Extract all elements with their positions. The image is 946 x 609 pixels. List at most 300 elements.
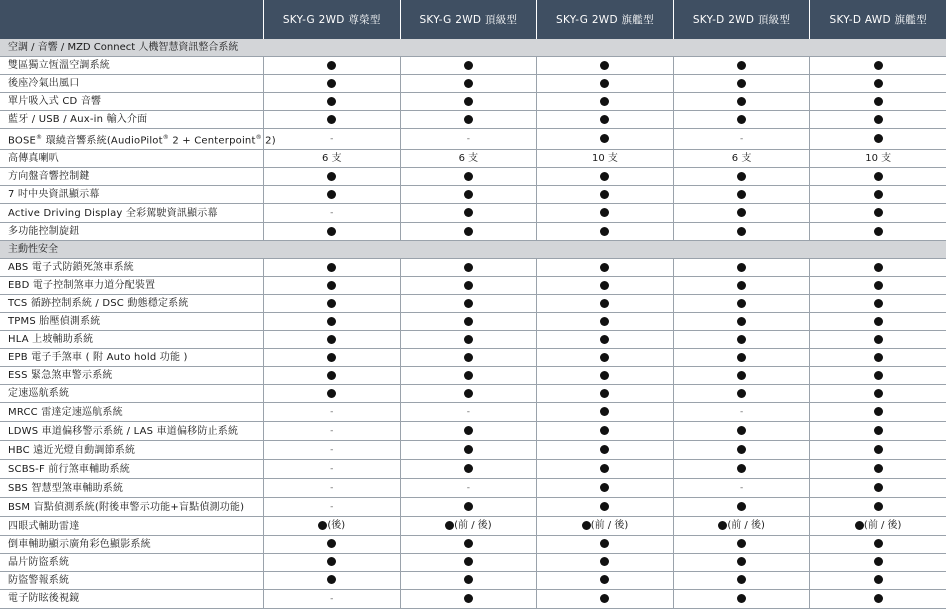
spec-cell	[536, 331, 673, 349]
spec-cell	[536, 277, 673, 295]
feature-label: 藍牙 / USB / Aux-in 輸入介面	[0, 111, 263, 129]
included-dot-icon	[464, 539, 473, 548]
feature-label: SBS 智慧型煞車輔助系統	[0, 479, 263, 498]
not-available-dash: -	[330, 502, 334, 513]
feature-label: ABS 電子式防鎖死煞車系統	[0, 259, 263, 277]
table-row	[0, 385, 946, 403]
spec-cell	[400, 517, 537, 536]
included-dot-icon	[874, 389, 883, 398]
spec-cell	[400, 93, 537, 111]
included-dot-icon	[737, 281, 746, 290]
included-dot-icon	[600, 371, 609, 380]
spec-cell	[263, 313, 400, 331]
header-model-1: SKY-G 2WD 尊榮型	[263, 0, 400, 39]
spec-cell	[673, 590, 810, 609]
spec-cell	[263, 460, 400, 479]
included-dot-icon	[737, 79, 746, 88]
included-dot-icon	[464, 79, 473, 88]
spec-cell	[400, 554, 537, 572]
spec-cell	[400, 367, 537, 385]
included-dot-icon	[737, 61, 746, 70]
included-dot-icon	[874, 317, 883, 326]
spec-cell	[263, 385, 400, 403]
included-dot-icon	[737, 208, 746, 217]
spec-cell	[263, 403, 400, 422]
header-model-2: SKY-G 2WD 頂級型	[400, 0, 537, 39]
included-dot-icon	[327, 281, 336, 290]
included-dot-icon	[464, 445, 473, 454]
spec-cell	[400, 277, 537, 295]
header-model-4: SKY-D 2WD 頂級型	[673, 0, 810, 39]
feature-label: SCBS-F 前行煞車輔助系統	[0, 460, 263, 479]
spec-cell	[536, 313, 673, 331]
included-dot-icon	[874, 445, 883, 454]
cell-note: (前 / 後)	[727, 520, 765, 532]
not-available-dash: -	[330, 593, 334, 604]
included-dot-icon	[445, 521, 454, 530]
spec-cell	[809, 422, 946, 441]
included-dot-icon	[600, 172, 609, 181]
table-row	[0, 590, 946, 609]
spec-cell	[536, 111, 673, 129]
header-model-5: SKY-D AWD 旗艦型	[809, 0, 946, 39]
spec-cell	[809, 129, 946, 150]
included-dot-icon	[600, 61, 609, 70]
included-dot-icon	[737, 594, 746, 603]
included-dot-icon	[737, 115, 746, 124]
table-row	[0, 259, 946, 277]
spec-cell	[536, 441, 673, 460]
spec-cell	[263, 57, 400, 75]
feature-label: 電子防眩後視鏡	[0, 590, 263, 609]
spec-cell	[673, 313, 810, 331]
included-dot-icon	[327, 575, 336, 584]
included-dot-icon	[600, 483, 609, 492]
spec-cell	[809, 313, 946, 331]
spec-cell	[536, 385, 673, 403]
spec-cell	[400, 385, 537, 403]
section-header-row	[0, 241, 946, 259]
feature-label: 倒車輔助顯示廣角彩色顯影系統	[0, 536, 263, 554]
spec-cell	[673, 479, 810, 498]
spec-cell	[809, 572, 946, 590]
not-available-dash: -	[466, 134, 471, 145]
spec-cell	[263, 422, 400, 441]
included-dot-icon	[874, 281, 883, 290]
spec-cell	[400, 590, 537, 609]
included-dot-icon	[874, 299, 883, 308]
section-title: 主動性安全	[0, 241, 946, 259]
spec-cell	[400, 168, 537, 186]
not-available-dash: -	[330, 464, 334, 475]
table-row	[0, 422, 946, 441]
included-dot-icon	[327, 115, 336, 124]
included-dot-icon	[737, 317, 746, 326]
feature-label: TPMS 胎壓偵測系統	[0, 313, 263, 331]
included-dot-icon	[874, 227, 883, 236]
included-dot-icon	[464, 281, 473, 290]
not-available-dash: -	[739, 134, 744, 145]
included-dot-icon	[600, 335, 609, 344]
table-row	[0, 75, 946, 93]
spec-cell	[400, 186, 537, 204]
table-row	[0, 186, 946, 204]
spec-cell	[809, 460, 946, 479]
not-available-dash: -	[330, 445, 334, 456]
included-dot-icon	[737, 263, 746, 272]
spec-cell	[673, 168, 810, 186]
included-dot-icon	[464, 97, 473, 106]
spec-cell	[400, 129, 537, 150]
spec-cell	[536, 168, 673, 186]
spec-cell	[536, 517, 673, 536]
spec-cell	[673, 554, 810, 572]
included-dot-icon	[600, 502, 609, 511]
spec-cell	[536, 460, 673, 479]
spec-cell	[400, 422, 537, 441]
spec-cell	[536, 403, 673, 422]
included-dot-icon	[874, 263, 883, 272]
feature-label: 方向盤音響控制鍵	[0, 168, 263, 186]
header-row	[0, 0, 946, 39]
not-available-dash: -	[739, 407, 744, 418]
spec-cell	[400, 313, 537, 331]
table-row	[0, 223, 946, 241]
included-dot-icon	[464, 594, 473, 603]
spec-cell	[263, 554, 400, 572]
included-dot-icon	[737, 445, 746, 454]
spec-cell	[673, 150, 810, 168]
feature-label: BSM 盲點偵測系統(附後車警示功能+盲點偵測功能)	[0, 498, 263, 517]
spec-cell	[263, 129, 400, 150]
table-row	[0, 277, 946, 295]
spec-cell	[536, 536, 673, 554]
included-dot-icon	[874, 208, 883, 217]
cell-note: (前 / 後)	[590, 520, 629, 532]
spec-cell	[263, 259, 400, 277]
spec-cell	[536, 75, 673, 93]
feature-label: TCS 循跡控制系統 / DSC 動態穩定系統	[0, 295, 263, 313]
spec-cell	[536, 422, 673, 441]
included-dot-icon	[737, 464, 746, 473]
table-row	[0, 460, 946, 479]
included-dot-icon	[600, 208, 609, 217]
spec-cell	[809, 93, 946, 111]
not-available-dash: -	[466, 407, 471, 418]
spec-cell	[400, 536, 537, 554]
spec-cell	[536, 57, 673, 75]
included-dot-icon	[874, 61, 883, 70]
spec-cell	[809, 186, 946, 204]
feature-label: LDWS 車道偏移警示系統 / LAS 車道偏移防止系統	[0, 422, 263, 441]
feature-label: 多功能控制旋鈕	[0, 223, 263, 241]
spec-cell	[400, 572, 537, 590]
spec-cell	[400, 57, 537, 75]
table-row	[0, 204, 946, 223]
included-dot-icon	[600, 190, 609, 199]
included-dot-icon	[874, 134, 883, 143]
included-dot-icon	[327, 371, 336, 380]
included-dot-icon	[464, 502, 473, 511]
included-dot-icon	[464, 115, 473, 124]
included-dot-icon	[600, 464, 609, 473]
spec-cell	[263, 204, 400, 223]
spec-cell	[809, 441, 946, 460]
included-dot-icon	[464, 299, 473, 308]
spec-cell	[400, 111, 537, 129]
included-dot-icon	[737, 172, 746, 181]
spec-cell	[400, 204, 537, 223]
spec-cell	[809, 367, 946, 385]
spec-cell	[809, 168, 946, 186]
not-available-dash: -	[330, 134, 334, 145]
included-dot-icon	[327, 227, 336, 236]
included-dot-icon	[327, 97, 336, 106]
cell-note: (前 / 後)	[454, 520, 492, 532]
cell-text: 6 支	[458, 153, 479, 165]
feature-label: Active Driving Display 全彩駕駛資訊顯示幕	[0, 204, 263, 223]
cell-text: 10 支	[865, 153, 892, 165]
included-dot-icon	[737, 299, 746, 308]
included-dot-icon	[600, 263, 609, 272]
included-dot-icon	[737, 353, 746, 362]
included-dot-icon	[874, 483, 883, 492]
feature-label: 7 吋中央資訊顯示幕	[0, 186, 263, 204]
included-dot-icon	[464, 227, 473, 236]
header-model-3: SKY-G 2WD 旗艦型	[536, 0, 673, 39]
spec-cell	[673, 385, 810, 403]
spec-cell	[400, 441, 537, 460]
spec-cell	[673, 517, 810, 536]
spec-cell	[263, 93, 400, 111]
included-dot-icon	[464, 208, 473, 217]
spec-cell	[809, 331, 946, 349]
table-row	[0, 57, 946, 75]
spec-cell	[809, 479, 946, 498]
included-dot-icon	[327, 389, 336, 398]
feature-label: 定速巡航系統	[0, 385, 263, 403]
table-row	[0, 572, 946, 590]
spec-cell	[400, 460, 537, 479]
included-dot-icon	[600, 445, 609, 454]
included-dot-icon	[327, 299, 336, 308]
spec-cell	[809, 517, 946, 536]
spec-cell	[809, 385, 946, 403]
spec-cell	[809, 57, 946, 75]
spec-cell	[809, 150, 946, 168]
table-row	[0, 403, 946, 422]
section-header-row	[0, 39, 946, 57]
spec-cell	[263, 479, 400, 498]
spec-cell	[673, 223, 810, 241]
included-dot-icon	[874, 594, 883, 603]
section-title: 空調 / 音響 / MZD Connect 人機智慧資訊整合系統	[0, 39, 946, 57]
spec-cell	[536, 554, 673, 572]
included-dot-icon	[874, 190, 883, 199]
spec-cell	[263, 498, 400, 517]
spec-cell	[673, 204, 810, 223]
spec-cell	[400, 331, 537, 349]
included-dot-icon	[600, 299, 609, 308]
spec-cell	[536, 186, 673, 204]
included-dot-icon	[327, 539, 336, 548]
included-dot-icon	[327, 335, 336, 344]
table-row	[0, 498, 946, 517]
cell-text: 10 支	[592, 153, 618, 165]
included-dot-icon	[582, 521, 591, 530]
included-dot-icon	[464, 317, 473, 326]
spec-cell	[536, 349, 673, 367]
included-dot-icon	[327, 79, 336, 88]
included-dot-icon	[737, 97, 746, 106]
feature-label: BOSE® 環繞音響系統(AudioPilot® 2 + Centerpoint® 2)	[0, 129, 263, 150]
included-dot-icon	[464, 389, 473, 398]
feature-label: MRCC 雷達定速巡航系統	[0, 403, 263, 422]
spec-cell	[809, 295, 946, 313]
spec-cell	[809, 75, 946, 93]
included-dot-icon	[737, 190, 746, 199]
included-dot-icon	[737, 227, 746, 236]
spec-cell	[809, 259, 946, 277]
included-dot-icon	[600, 539, 609, 548]
spec-cell	[673, 259, 810, 277]
spec-cell	[809, 349, 946, 367]
included-dot-icon	[327, 172, 336, 181]
included-dot-icon	[327, 353, 336, 362]
included-dot-icon	[327, 263, 336, 272]
spec-cell	[673, 572, 810, 590]
included-dot-icon	[737, 335, 746, 344]
included-dot-icon	[600, 594, 609, 603]
table-row	[0, 349, 946, 367]
included-dot-icon	[718, 521, 727, 530]
included-dot-icon	[874, 79, 883, 88]
spec-cell	[673, 367, 810, 385]
spec-cell	[263, 517, 400, 536]
included-dot-icon	[600, 134, 609, 143]
included-dot-icon	[464, 61, 473, 70]
cell-note: (後)	[327, 520, 346, 532]
feature-label: 單片吸入式 CD 音響	[0, 93, 263, 111]
spec-cell	[809, 554, 946, 572]
included-dot-icon	[874, 172, 883, 181]
table-row	[0, 111, 946, 129]
feature-label: HLA 上坡輔助系統	[0, 331, 263, 349]
spec-cell	[400, 259, 537, 277]
spec-cell	[809, 590, 946, 609]
spec-cell	[263, 223, 400, 241]
spec-cell	[809, 498, 946, 517]
feature-label: HBC 遠近光燈自動調節系統	[0, 441, 263, 460]
included-dot-icon	[874, 115, 883, 124]
included-dot-icon	[737, 389, 746, 398]
included-dot-icon	[874, 464, 883, 473]
feature-label: 高傳真喇叭	[0, 150, 263, 168]
spec-cell	[263, 186, 400, 204]
feature-label: EBD 電子控制煞車力道分配裝置	[0, 277, 263, 295]
included-dot-icon	[737, 426, 746, 435]
spec-cell	[400, 498, 537, 517]
not-available-dash: -	[330, 426, 334, 437]
table-row	[0, 517, 946, 536]
spec-cell	[673, 422, 810, 441]
included-dot-icon	[874, 353, 883, 362]
spec-cell	[673, 498, 810, 517]
spec-cell	[263, 536, 400, 554]
included-dot-icon	[874, 575, 883, 584]
feature-label: 後座冷氣出風口	[0, 75, 263, 93]
spec-cell	[400, 403, 537, 422]
included-dot-icon	[874, 426, 883, 435]
not-available-dash: -	[330, 208, 334, 219]
included-dot-icon	[874, 335, 883, 344]
included-dot-icon	[600, 97, 609, 106]
included-dot-icon	[874, 407, 883, 416]
spec-cell	[263, 441, 400, 460]
feature-label: 晶片防盜系統	[0, 554, 263, 572]
included-dot-icon	[600, 79, 609, 88]
spec-cell	[536, 93, 673, 111]
spec-cell	[673, 186, 810, 204]
spec-cell	[673, 331, 810, 349]
included-dot-icon	[464, 353, 473, 362]
included-dot-icon	[874, 539, 883, 548]
included-dot-icon	[464, 557, 473, 566]
spec-cell	[536, 129, 673, 150]
header-blank	[0, 0, 263, 39]
included-dot-icon	[464, 335, 473, 344]
spec-cell	[673, 295, 810, 313]
spec-cell	[400, 223, 537, 241]
table-row	[0, 367, 946, 385]
spec-cell	[263, 111, 400, 129]
feature-label: ESS 緊急煞車警示系統	[0, 367, 263, 385]
included-dot-icon	[464, 172, 473, 181]
included-dot-icon	[464, 575, 473, 584]
spec-cell	[809, 536, 946, 554]
included-dot-icon	[874, 557, 883, 566]
spec-cell	[809, 111, 946, 129]
included-dot-icon	[855, 521, 864, 530]
spec-cell	[263, 590, 400, 609]
spec-cell	[400, 295, 537, 313]
spec-cell	[400, 479, 537, 498]
included-dot-icon	[464, 426, 473, 435]
spec-cell	[536, 150, 673, 168]
included-dot-icon	[600, 317, 609, 326]
included-dot-icon	[737, 371, 746, 380]
table-row	[0, 168, 946, 186]
spec-cell	[536, 295, 673, 313]
spec-cell	[400, 75, 537, 93]
spec-cell	[809, 223, 946, 241]
spec-cell	[536, 590, 673, 609]
included-dot-icon	[464, 464, 473, 473]
included-dot-icon	[600, 281, 609, 290]
table-row	[0, 93, 946, 111]
included-dot-icon	[874, 371, 883, 380]
spec-cell	[263, 572, 400, 590]
not-available-dash: -	[739, 483, 744, 494]
spec-cell	[673, 441, 810, 460]
table-row	[0, 129, 946, 150]
spec-cell	[263, 168, 400, 186]
spec-cell	[263, 349, 400, 367]
cell-text: 6 支	[731, 153, 752, 165]
spec-cell	[673, 57, 810, 75]
spec-cell	[536, 498, 673, 517]
spec-cell	[673, 111, 810, 129]
